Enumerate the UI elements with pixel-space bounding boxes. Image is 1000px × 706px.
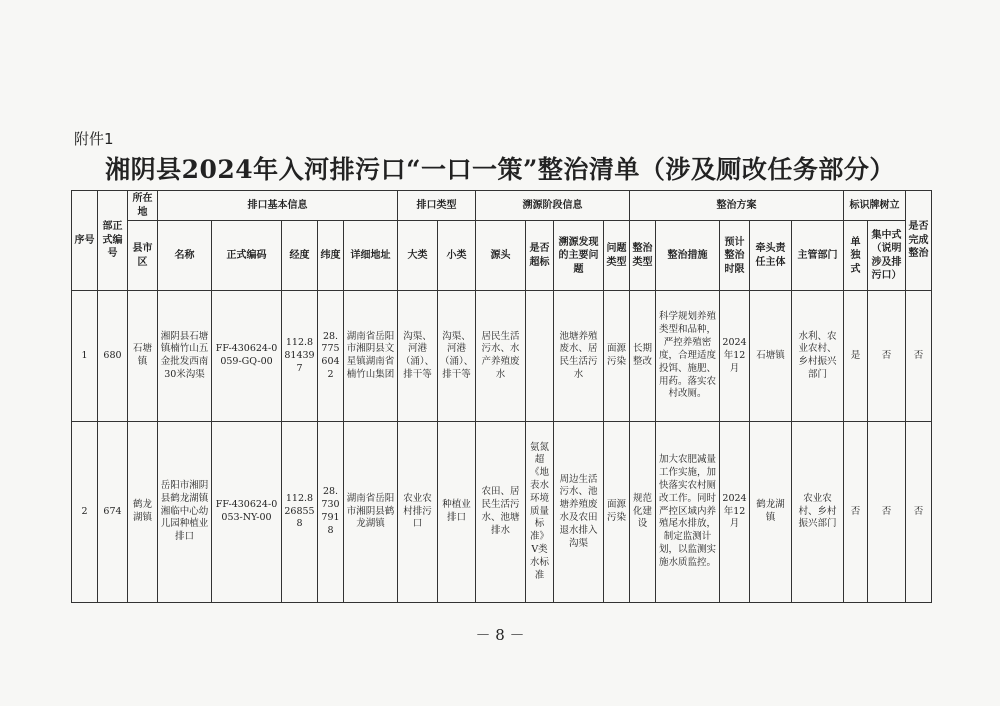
header-lon: 经度 <box>282 221 318 291</box>
table-row <box>72 422 932 603</box>
header-central: 集中式（说明涉及排污口） <box>868 221 906 291</box>
cell-single: 否 <box>844 422 868 603</box>
rectification-table <box>71 190 932 603</box>
header-row-1 <box>72 191 932 221</box>
cell-dept: 水利、农业农村、乡村振兴部门 <box>792 291 844 422</box>
header-exceed: 是否超标 <box>526 221 554 291</box>
cell-name: 湘阴县石塘镇楠竹山五金批发西南30米沟渠 <box>158 291 212 422</box>
header-problem: 溯源发现的主要问题 <box>554 221 604 291</box>
header-problem-type: 问题类型 <box>604 221 630 291</box>
header-fix-type: 整治类型 <box>630 221 656 291</box>
cell-fix-type: 规范化建设 <box>630 422 656 603</box>
cell-lat: 28.7307918 <box>318 422 344 603</box>
cell-major: 沟渠、河港（涌）、排干等 <box>398 291 438 422</box>
cell-code: FF-430624-0053-NY-00 <box>212 422 282 603</box>
cell-problem: 周边生活污水、池塘养殖废水及农田退水排入沟渠 <box>554 422 604 603</box>
document-title: 湘阴县2024年入河排污口“一口一策”整治清单（涉及厕改任务部分） <box>105 155 895 184</box>
cell-deadline: 2024年12月 <box>720 291 750 422</box>
header-sign: 标识牌树立 <box>844 191 906 221</box>
header-measures: 整治措施 <box>656 221 720 291</box>
cell-major: 农业农村排污口 <box>398 422 438 603</box>
cell-lat: 28.7756042 <box>318 291 344 422</box>
header-major: 大类 <box>398 221 438 291</box>
cell-problem-type: 面源污染 <box>604 291 630 422</box>
cell-exceed: 氨氮超《地表水环境质量标准》V类水标准 <box>526 422 554 603</box>
cell-exceed <box>526 291 554 422</box>
cell-fix-type: 长期整改 <box>630 291 656 422</box>
cell-lon: 112.8814397 <box>282 291 318 422</box>
header-single: 单独式 <box>844 221 868 291</box>
header-code: 正式编码 <box>212 221 282 291</box>
header-minor: 小类 <box>438 221 476 291</box>
cell-lead: 石塘镇 <box>750 291 792 422</box>
cell-source: 农田、居民生活污水、池塘排水 <box>476 422 526 603</box>
header-row-2 <box>72 221 932 291</box>
cell-lead: 鹤龙湖镇 <box>750 422 792 603</box>
header-address: 详细地址 <box>344 221 398 291</box>
cell-minor: 种植业排口 <box>438 422 476 603</box>
cell-lon: 112.8268558 <box>282 422 318 603</box>
cell-address: 湖南省岳阳市湘阴县文星镇湖南省楠竹山集团 <box>344 291 398 422</box>
header-name: 名称 <box>158 221 212 291</box>
cell-code: FF-430624-0059-GQ-00 <box>212 291 282 422</box>
cell-name: 岳阳市湘阴县鹤龙湖镇湘临中心幼儿园种植业排口 <box>158 422 212 603</box>
cell-problem-type: 面源污染 <box>604 422 630 603</box>
cell-central: 否 <box>868 422 906 603</box>
cell-done: 否 <box>906 291 932 422</box>
header-county: 县市区 <box>128 221 158 291</box>
cell-dept: 农业农村、乡村振兴部门 <box>792 422 844 603</box>
cell-seq: 2 <box>72 422 98 603</box>
cell-address: 湖南省岳阳市湘阴县鹤龙湖镇 <box>344 422 398 603</box>
page-number: － 8 － <box>475 626 525 644</box>
cell-measures: 加大农肥减量工作实施，加快落实农村厕改工作。同时严控区域内养殖尾水排放，制定监测计划，以监测实施水质监控。 <box>656 422 720 603</box>
attachment-label: 附件1 <box>74 130 114 148</box>
header-lead: 牵头责任主体 <box>750 221 792 291</box>
table-row <box>72 291 932 422</box>
cell-source: 居民生活污水、水产养殖废水 <box>476 291 526 422</box>
cell-county: 石塘镇 <box>128 291 158 422</box>
cell-measures: 科学规划养殖类型和品种，严控养殖密度，合理适度投饵、施肥、用药。落实农村改厕。 <box>656 291 720 422</box>
cell-deadline: 2024年12月 <box>720 422 750 603</box>
header-trace-info: 溯源阶段信息 <box>476 191 630 221</box>
header-source: 源头 <box>476 221 526 291</box>
header-outlet-type: 排口类型 <box>398 191 476 221</box>
header-done: 是否完成整治 <box>906 191 932 291</box>
cell-formal-no: 674 <box>98 422 128 603</box>
header-deadline: 预计整治时限 <box>720 221 750 291</box>
cell-seq: 1 <box>72 291 98 422</box>
cell-central: 否 <box>868 291 906 422</box>
cell-done: 否 <box>906 422 932 603</box>
header-formal-no: 部正式编号 <box>98 191 128 291</box>
header-plan: 整治方案 <box>630 191 844 221</box>
header-dept: 主管部门 <box>792 221 844 291</box>
header-seq: 序号 <box>72 191 98 291</box>
header-location: 所在地 <box>128 191 158 221</box>
cell-county: 鹤龙湖镇 <box>128 422 158 603</box>
cell-single: 是 <box>844 291 868 422</box>
header-basic-info: 排口基本信息 <box>158 191 398 221</box>
cell-problem: 池塘养殖废水、居民生活污水 <box>554 291 604 422</box>
cell-formal-no: 680 <box>98 291 128 422</box>
header-lat: 纬度 <box>318 221 344 291</box>
cell-minor: 沟渠、河港（涌）、排干等 <box>438 291 476 422</box>
